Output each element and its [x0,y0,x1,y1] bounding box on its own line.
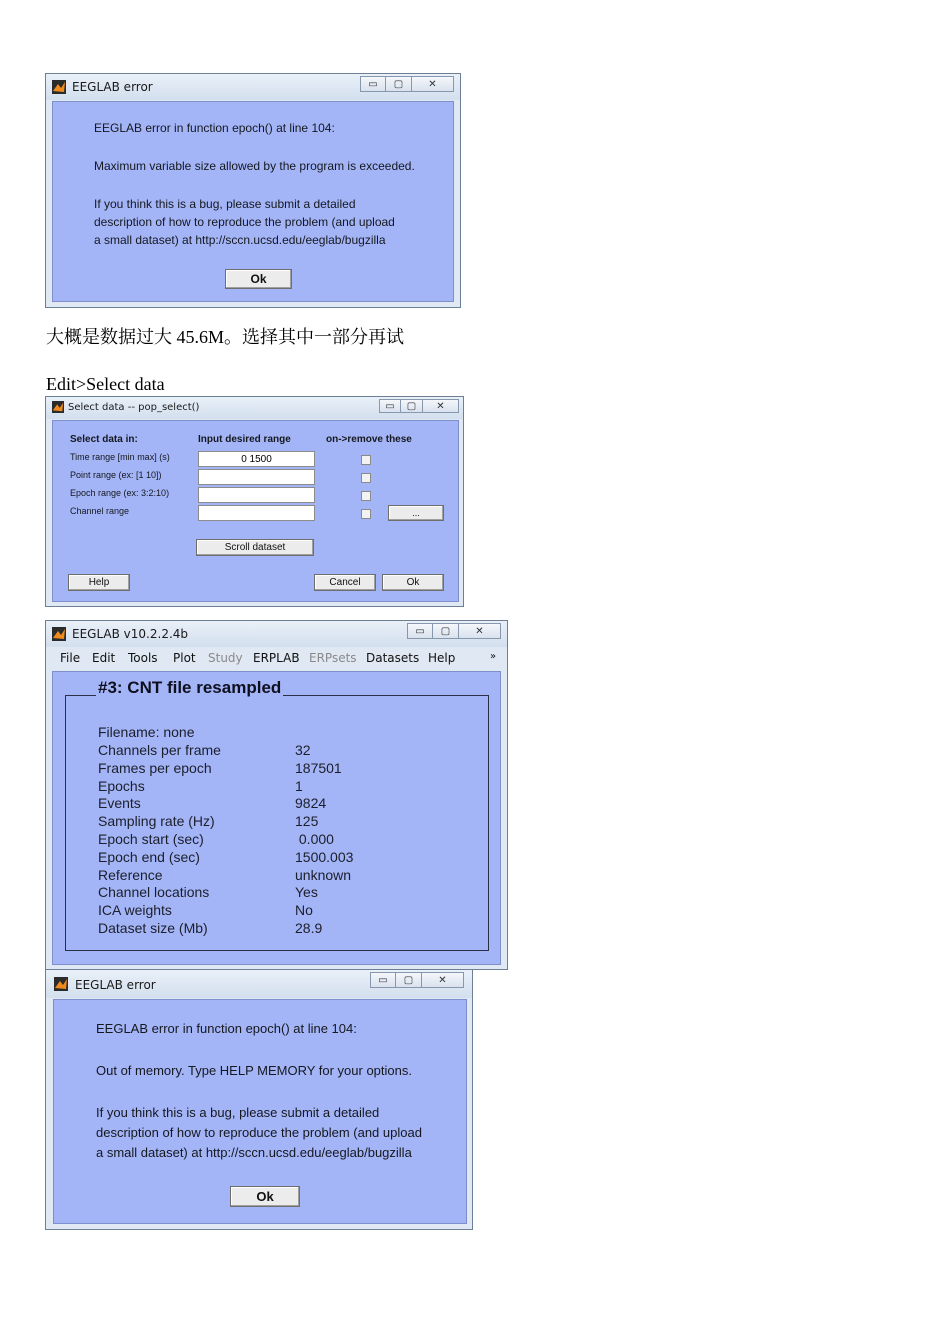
maximize-icon[interactable]: ▢ [396,972,422,988]
info-value: 0.000 [295,831,334,847]
info-label: Epochs [98,777,145,794]
title-bar[interactable] [46,970,472,998]
error-message: Maximum variable size allowed by the program is exceeded. [94,159,415,173]
info-label: Reference [98,866,163,883]
help-button[interactable]: Help [68,574,130,591]
info-label: Channel locations [98,884,210,901]
menu-erplab[interactable]: ERPLAB [253,651,300,665]
note-menu-path: Edit>Select data [46,374,165,394]
remove-time-checkbox[interactable] [361,455,371,465]
menu-file[interactable]: File [60,651,81,665]
info-value: No [295,902,313,919]
window-title: Select data -- pop_select() [68,402,200,413]
point-range-input[interactable] [198,469,315,485]
menu-edit[interactable]: Edit [92,651,116,665]
remove-epoch-checkbox[interactable] [361,491,371,501]
title-bar[interactable] [46,74,460,100]
info-value: 32 [295,742,311,758]
time-range-input[interactable]: 0 1500 [198,451,315,467]
info-value: Yes [295,884,318,901]
ok-button[interactable]: Ok [382,574,444,591]
info-label: ICA weights [98,902,172,919]
dataset-info-panel [52,671,501,965]
remove-point-checkbox[interactable] [361,473,371,483]
select-data-dialog [45,396,464,607]
title-bar[interactable] [46,621,507,647]
matlab-icon [52,401,64,413]
row-label-point: Point range (ex: [1 10]) [70,470,162,480]
error-heading: EEGLAB error in function epoch() at line 104: [96,1021,357,1036]
cancel-button[interactable]: Cancel [314,574,376,591]
menu-datasets[interactable]: Datasets [366,651,420,665]
info-label: Events [98,795,141,812]
column-header-select: Select data in: [70,434,138,445]
info-value: 1 [295,777,303,794]
info-value: 28.9 [295,920,323,936]
info-label: Dataset size (Mb) [98,920,208,936]
info-label: Frames per epoch [98,759,212,776]
epoch-range-input[interactable] [198,487,315,503]
row-label-epoch: Epoch range (ex: 3:2:10) [70,488,170,498]
menu-tools[interactable]: Tools [128,651,158,665]
bug-note-line-1: If you think this is a bug, please submit a detailed [96,1105,380,1120]
minimize-icon[interactable]: ▭ [370,972,396,988]
error-dialog-2 [45,969,473,1230]
menu-erpsets[interactable]: ERPsets [309,651,357,665]
minimize-icon[interactable]: ▭ [407,623,433,639]
eeglab-main-window [45,620,508,970]
channel-browse-button[interactable]: ... [388,505,444,521]
maximize-icon[interactable]: ▢ [433,623,459,639]
scroll-dataset-button[interactable]: Scroll dataset [196,539,314,556]
menu-plot[interactable]: Plot [173,651,196,665]
info-label: Channels per frame [98,742,221,758]
minimize-icon[interactable]: ▭ [379,399,401,413]
ok-button[interactable]: Ok [230,1186,300,1207]
matlab-icon [52,627,66,641]
close-icon[interactable]: ✕ [422,972,464,988]
note-text: 大概是数据过大 45.6M。选择其中一部分再试 [46,327,405,347]
info-value: 9824 [295,795,327,812]
row-label-time: Time range [min max] (s) [70,452,170,462]
bug-note-line-2: description of how to reproduce the problem (and upload [94,215,395,229]
info-value: 187501 [295,759,342,776]
dialog-body [53,999,467,1224]
bug-note-line-1: If you think this is a bug, please submit a detailed [94,197,356,211]
minimize-icon[interactable]: ▭ [360,76,386,92]
close-icon[interactable]: ✕ [459,623,501,639]
close-icon[interactable]: ✕ [423,399,459,413]
menu-help[interactable]: Help [428,651,456,665]
dialog-body [52,420,459,602]
toolbar-overflow-icon[interactable]: » [490,651,497,662]
matlab-icon [52,80,66,94]
info-value: 1500.003 [295,848,354,865]
dataset-title: #3: CNT file resampled [98,678,282,697]
close-icon[interactable]: ✕ [412,76,454,92]
bug-note-line-3: a small dataset) at http://sccn.ucsd.edu/eeglab/bugzilla [96,1145,412,1160]
column-header-range: Input desired range [198,434,291,445]
window-title: EEGLAB error [75,978,156,992]
menu-bar [50,647,503,669]
bug-note-line-2: description of how to reproduce the problem (and upload [96,1125,422,1140]
filename-label: Filename: none [98,724,195,740]
error-heading: EEGLAB error in function epoch() at line 104: [94,121,335,135]
maximize-icon[interactable]: ▢ [386,76,412,92]
maximize-icon[interactable]: ▢ [401,399,423,413]
column-header-remove: on->remove these [326,434,412,445]
bug-note-line-3: a small dataset) at http://sccn.ucsd.edu/eeglab/bugzilla [94,233,386,247]
channel-range-input[interactable] [198,505,315,521]
info-label: Epoch end (sec) [98,848,200,865]
info-value: unknown [295,866,352,883]
info-label: Sampling rate (Hz) [98,813,215,830]
error-message: Out of memory. Type HELP MEMORY for your options. [96,1063,412,1078]
row-label-channel: Channel range [70,506,130,516]
title-bar[interactable] [46,397,463,419]
window-title: EEGLAB error [72,80,153,94]
info-value: 125 [295,813,319,830]
window-title: EEGLAB v10.2.2.4b [72,627,189,641]
menu-study[interactable]: Study [208,651,243,665]
matlab-icon [54,977,68,991]
info-label: Epoch start (sec) [98,831,204,847]
ok-button[interactable]: Ok [225,269,292,289]
error-dialog-1 [45,73,461,308]
dialog-body [52,101,454,302]
remove-channel-checkbox[interactable] [361,509,371,519]
